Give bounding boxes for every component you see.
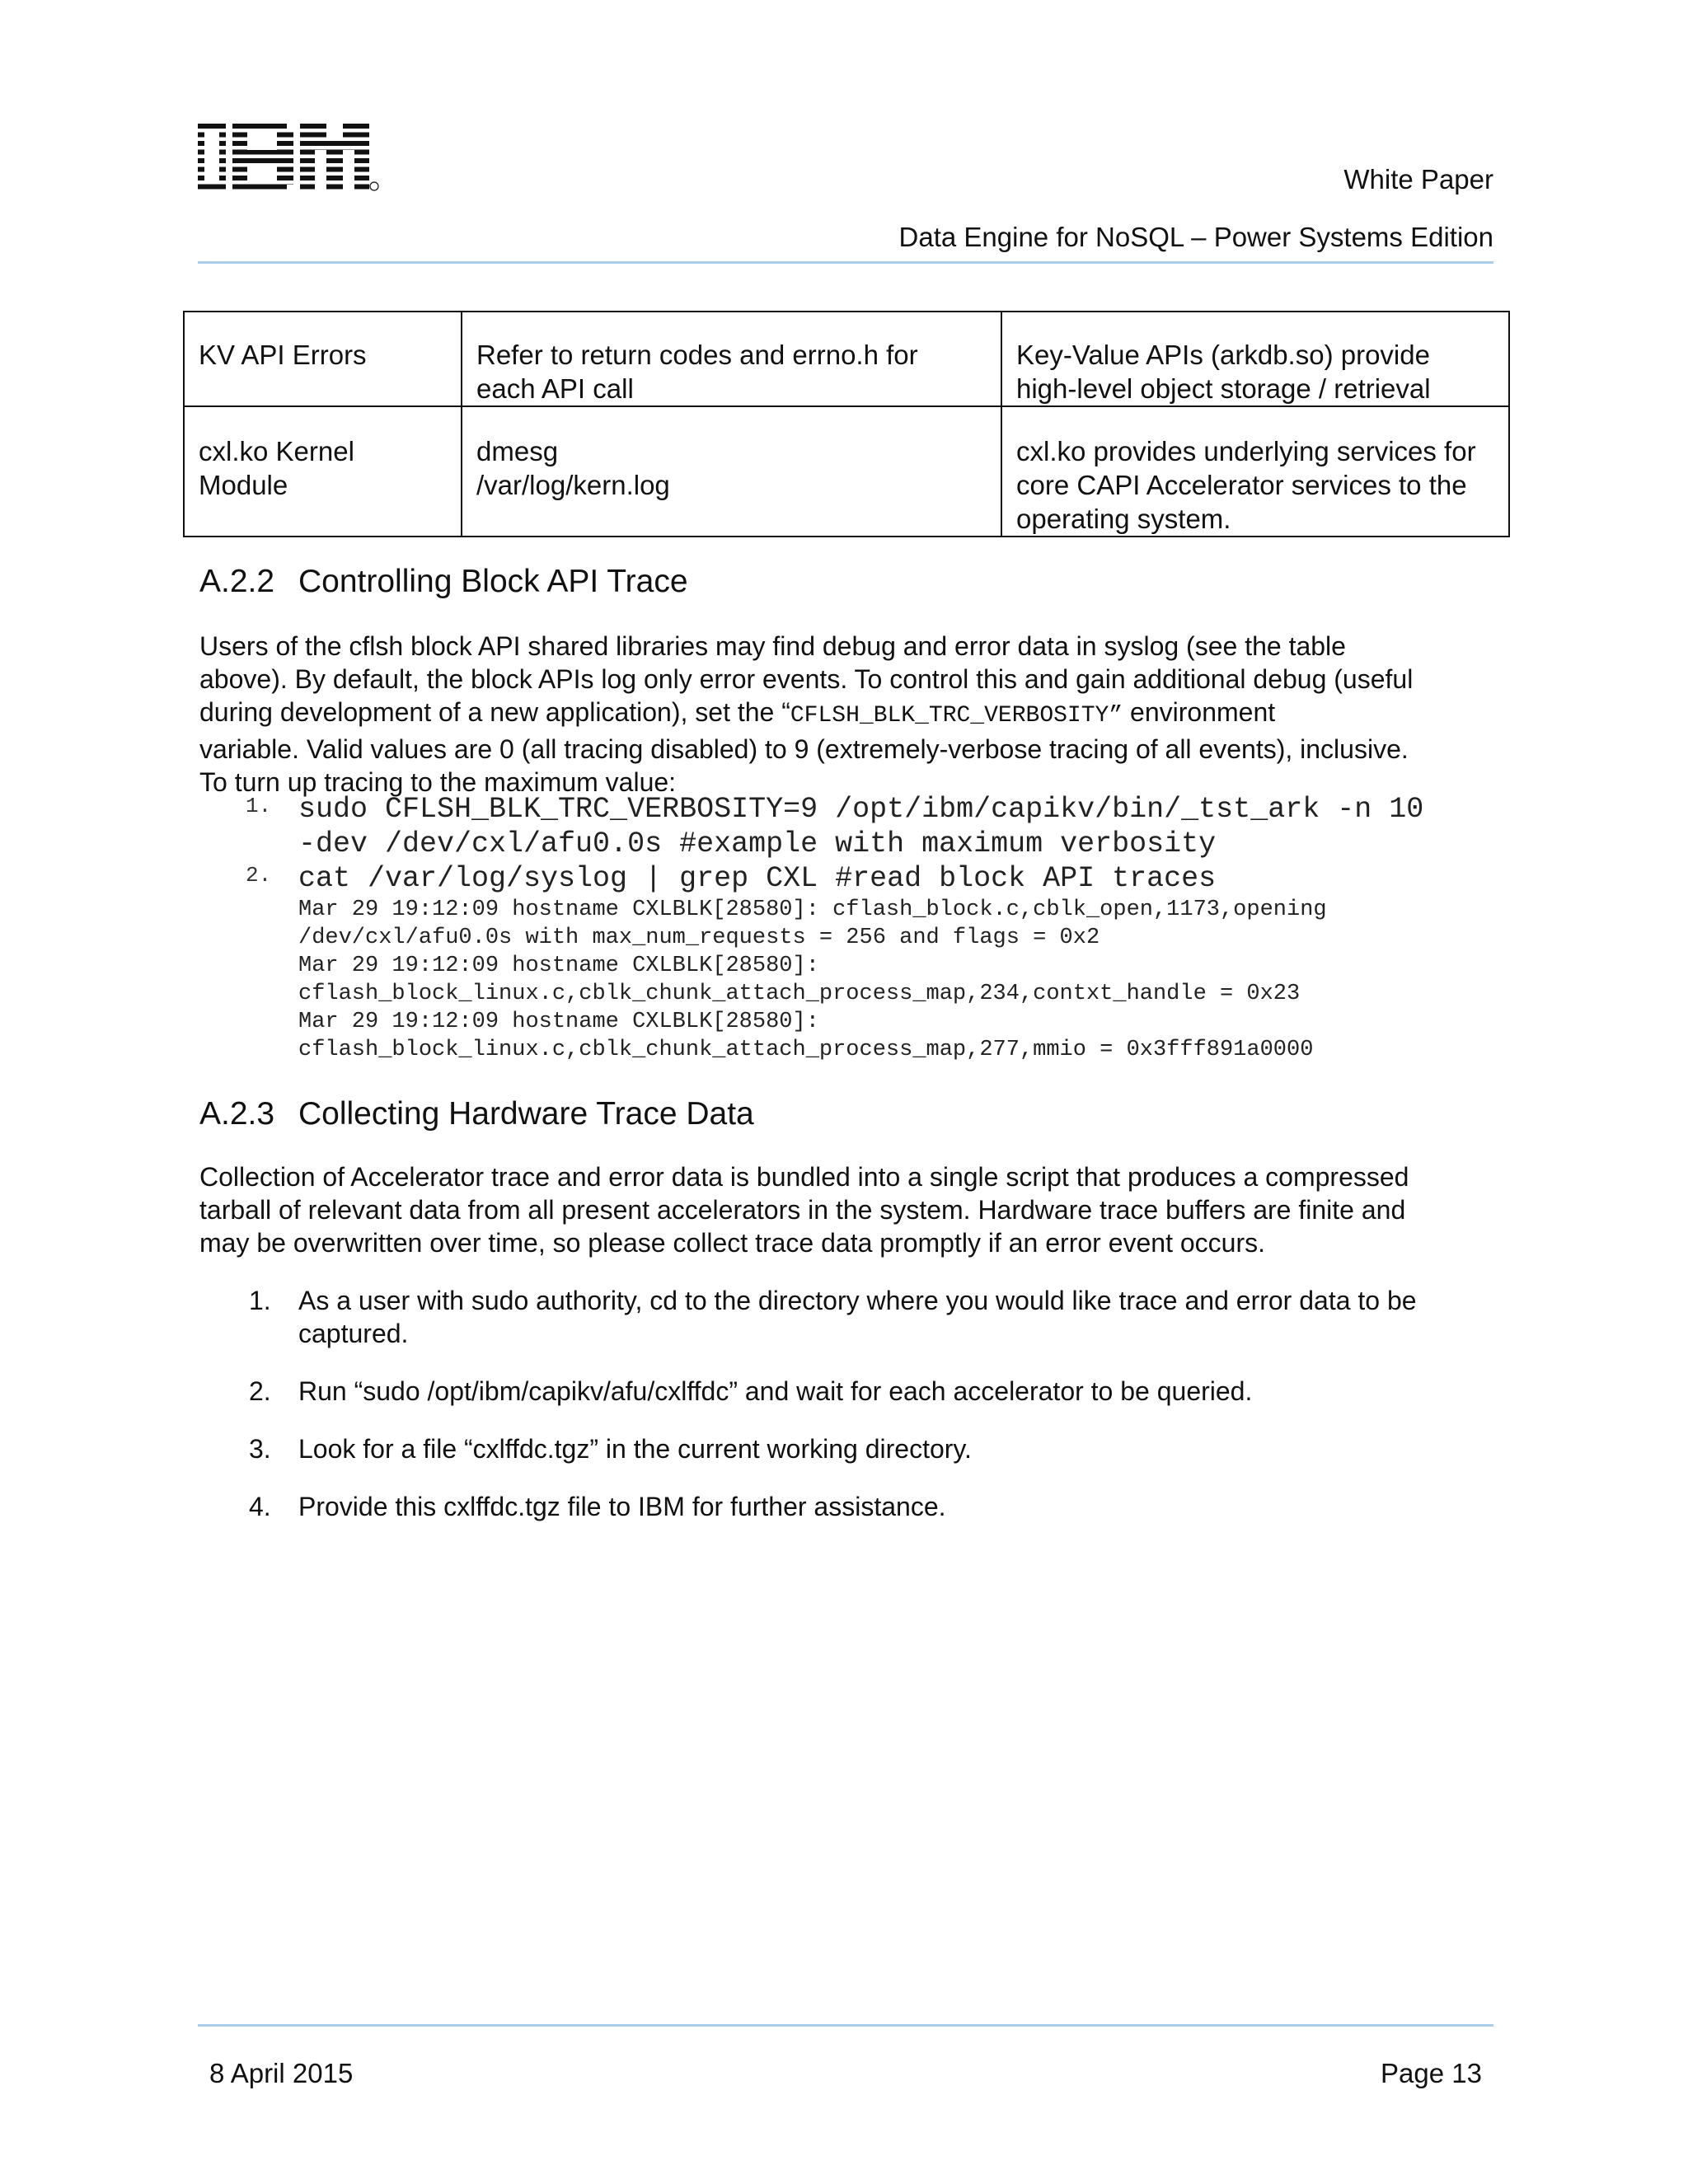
list-item: 3. Look for a file “cxlffdc.tgz” in the current working directory. — [249, 1434, 972, 1464]
list-item: 1. As a user with sudo authority, cd to the directory where you would like trace and error data to be captured. — [249, 1286, 1417, 1348]
table-row — [184, 312, 1509, 406]
log-output-line: Mar 29 19:12:09 hostname CXLBLK[28580]: cflash_block.c,cblk_open,1173,opening — [298, 898, 1327, 922]
list-item: 2. Run “sudo /opt/ibm/capikv/afu/cxlffdc” and wait for each accelerator to be queried. — [249, 1376, 1253, 1406]
section-heading-a23: A.2.3 Collecting Hardware Trace Data — [199, 1096, 754, 1132]
section-heading-a22: A.2.2 Controlling Block API Trace — [199, 564, 688, 599]
section-a23-paragraph: Collection of Accelerator trace and error data is bundled into a single script that produces a compressed tarball of relevant data from all present accelerators in the system. Hardware trace buffers are finite and may be overwritten over time, so please collect trace data promptly if an error event occurs. — [199, 1162, 1409, 1258]
page-number: Page 13 — [1381, 2058, 1482, 2088]
log-output-line: /dev/cxl/afu0.0s with max_num_requests = 256 and flags = 0x2 — [298, 926, 1100, 950]
footer-divider — [198, 2024, 1493, 2027]
ibm-logo — [198, 124, 381, 193]
log-output-line: cflash_block_linux.c,cblk_chunk_attach_process_map,277,mmio = 0x3fff891a0000 — [298, 1038, 1314, 1062]
header-doc-title: Data Engine for NoSQL – Power Systems Edition — [898, 222, 1493, 252]
list-item: 1. sudo CFLSH_BLK_TRC_VERBOSITY=9 /opt/ibm/capikv/bin/_tst_ark -n 10 -dev /dev/cxl/afu0.0s #example with maximum verbosity — [198, 792, 1517, 861]
table-cell: dmesg /var/log/kern.log — [462, 406, 1001, 537]
table-cell: cxl.ko Kernel Module — [184, 406, 462, 537]
log-sources-table — [183, 311, 1510, 537]
command-line: -dev /dev/cxl/afu0.0s #example with maximum verbosity — [298, 827, 1217, 860]
section-a22-paragraph: Users of the cflsh block API shared libraries may find debug and error data in syslog (see the table above). By default, the block APIs log only error events. To control this and gain additional debug (useful during development of a new application), set the “CFLSH_BLK_TRC_VERBOSITY” environment variable. Valid values are 0 (all tracing disabled) to 9 (extremely-verbose tracing of all events), inclusive. To turn up tracing to the maximum value: — [199, 631, 1414, 797]
table-cell: Key-Value APIs (arkdb.so) provide high-level object storage / retrieval — [1001, 312, 1509, 406]
command-line: sudo CFLSH_BLK_TRC_VERBOSITY=9 /opt/ibm/capikv/bin/_tst_ark -n 10 — [298, 793, 1424, 826]
env-variable-code: CFLSH_BLK_TRC_VERBOSITY” — [790, 703, 1123, 729]
table-row — [184, 406, 1509, 537]
log-output-line: cflash_block_linux.c,cblk_chunk_attach_process_map,234,contxt_handle = 0x23 — [298, 982, 1301, 1006]
log-output-line: Mar 29 19:12:09 hostname CXLBLK[28580]: — [298, 954, 819, 978]
header-divider — [198, 261, 1493, 264]
header-doc-type: White Paper — [1343, 164, 1493, 194]
log-output-line: Mar 29 19:12:09 hostname CXLBLK[28580]: — [298, 1010, 819, 1034]
command-list — [198, 792, 1517, 1064]
table-cell: KV API Errors — [184, 312, 462, 406]
footer-date: 8 April 2015 — [209, 2058, 354, 2088]
command-line: cat /var/log/syslog | grep CXL #read block API traces — [298, 862, 1217, 895]
list-item: 4. Provide this cxlffdc.tgz file to IBM for further assistance. — [249, 1492, 946, 1521]
steps-list — [198, 1284, 1517, 1548]
table-cell: cxl.ko provides underlying services for core CAPI Accelerator services to the operating system. — [1001, 406, 1509, 537]
table-cell: Refer to return codes and errno.h for each API call — [462, 312, 1001, 406]
list-item: 2. cat /var/log/syslog | grep CXL #read block API traces Mar 29 19:12:09 hostname CXLBLK[28580]: cflash_block.c,cblk_open,1173,opening /dev/cxl/afu0.0s with max_num_requests = 256 and flags = 0x2 Mar 29 19:12:09 hostname CXLBLK[28580]: cflash_block_linux.c,cblk_chunk_attach_process_map,234,contxt_handle = 0x23 Mar 29 19:12:09 hostname CXLBLK[28580]: cflash_block_linux.c,cblk_chunk_attach_process_map,277,mmio = 0x3fff891a0000 — [198, 861, 1517, 1064]
